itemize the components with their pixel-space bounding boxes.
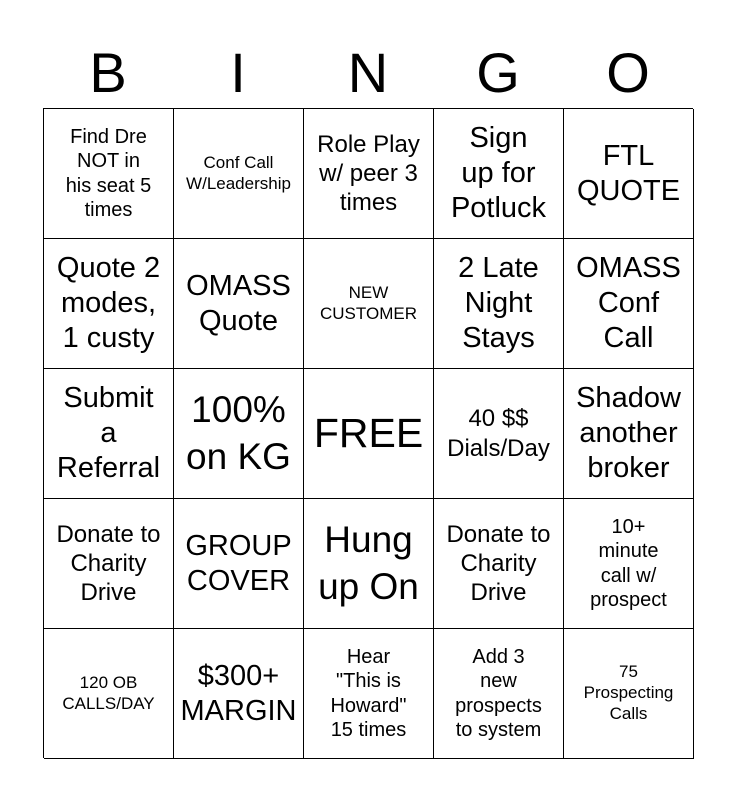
header-letter-n: N	[347, 41, 389, 104]
cell-label: Hung up On	[318, 519, 419, 607]
cell-label: NEW CUSTOMER	[320, 282, 417, 323]
bingo-cell[interactable]	[304, 499, 434, 629]
bingo-cell[interactable]	[174, 109, 304, 239]
cell-label: OMASS Quote	[186, 269, 291, 337]
cell-label: Sign up for Potluck	[450, 122, 547, 224]
cell-label: Role Play w/ peer 3 times	[317, 130, 420, 217]
cell-label: FTL QUOTE	[576, 139, 681, 207]
bingo-cell[interactable]	[434, 499, 564, 629]
cell-label: Add 3 new prospects to system	[455, 645, 542, 741]
bingo-cell[interactable]	[44, 629, 174, 759]
bingo-cell[interactable]	[304, 109, 434, 239]
bingo-cell[interactable]	[174, 239, 304, 369]
cell-label: Quote 2 modes, 1 custy	[56, 252, 161, 354]
bingo-cell[interactable]	[564, 629, 694, 759]
header-letter-i: I	[230, 41, 246, 104]
cell-label: 100% on KG	[186, 389, 291, 477]
cell-label: Hear "This is Howard" 15 times	[330, 645, 407, 741]
cell-label: $300+ MARGIN	[180, 659, 297, 727]
header-letter-o: O	[606, 41, 650, 104]
bingo-board	[43, 108, 693, 758]
cell-label: Conf Call W/Leadership	[186, 152, 291, 193]
bingo-cell[interactable]	[44, 239, 174, 369]
bingo-cell[interactable]	[304, 629, 434, 759]
cell-label: 10+ minute call w/ prospect	[590, 515, 667, 611]
cell-label: Submit a Referral	[56, 382, 161, 484]
cell-label: GROUP COVER	[185, 529, 292, 597]
cell-label: 40 $$ Dials/Day	[447, 405, 550, 462]
cell-label: 120 OB CALLS/DAY	[62, 672, 155, 713]
bingo-cell[interactable]	[564, 239, 694, 369]
cell-label: Donate to Charity Drive	[56, 520, 161, 607]
bingo-cell[interactable]	[564, 499, 694, 629]
bingo-cell[interactable]	[44, 499, 174, 629]
bingo-cell[interactable]	[304, 239, 434, 369]
bingo-cell[interactable]	[174, 499, 304, 629]
cell-label: Donate to Charity Drive	[446, 520, 551, 607]
cell-label: 2 Late Night Stays	[458, 252, 539, 354]
bingo-cell[interactable]	[44, 369, 174, 499]
bingo-cell[interactable]	[174, 629, 304, 759]
bingo-cell[interactable]	[434, 239, 564, 369]
cell-label: Find Dre NOT in his seat 5 times	[65, 125, 152, 221]
bingo-cell[interactable]	[434, 629, 564, 759]
bingo-cell[interactable]	[434, 109, 564, 239]
header-letter-b: B	[89, 41, 127, 104]
bingo-cell[interactable]	[434, 369, 564, 499]
bingo-cell[interactable]	[564, 369, 694, 499]
header-letter-g: G	[476, 41, 520, 104]
cell-label: Shadow another broker	[576, 382, 681, 484]
cell-label: FREE	[313, 409, 424, 456]
cell-label: 75 Prospecting Calls	[583, 662, 674, 723]
bingo-cell[interactable]	[564, 109, 694, 239]
free-space[interactable]	[304, 369, 434, 499]
bingo-cell[interactable]	[44, 109, 174, 239]
bingo-header	[43, 40, 693, 106]
bingo-cell[interactable]	[174, 369, 304, 499]
cell-label: OMASS Conf Call	[576, 252, 681, 354]
